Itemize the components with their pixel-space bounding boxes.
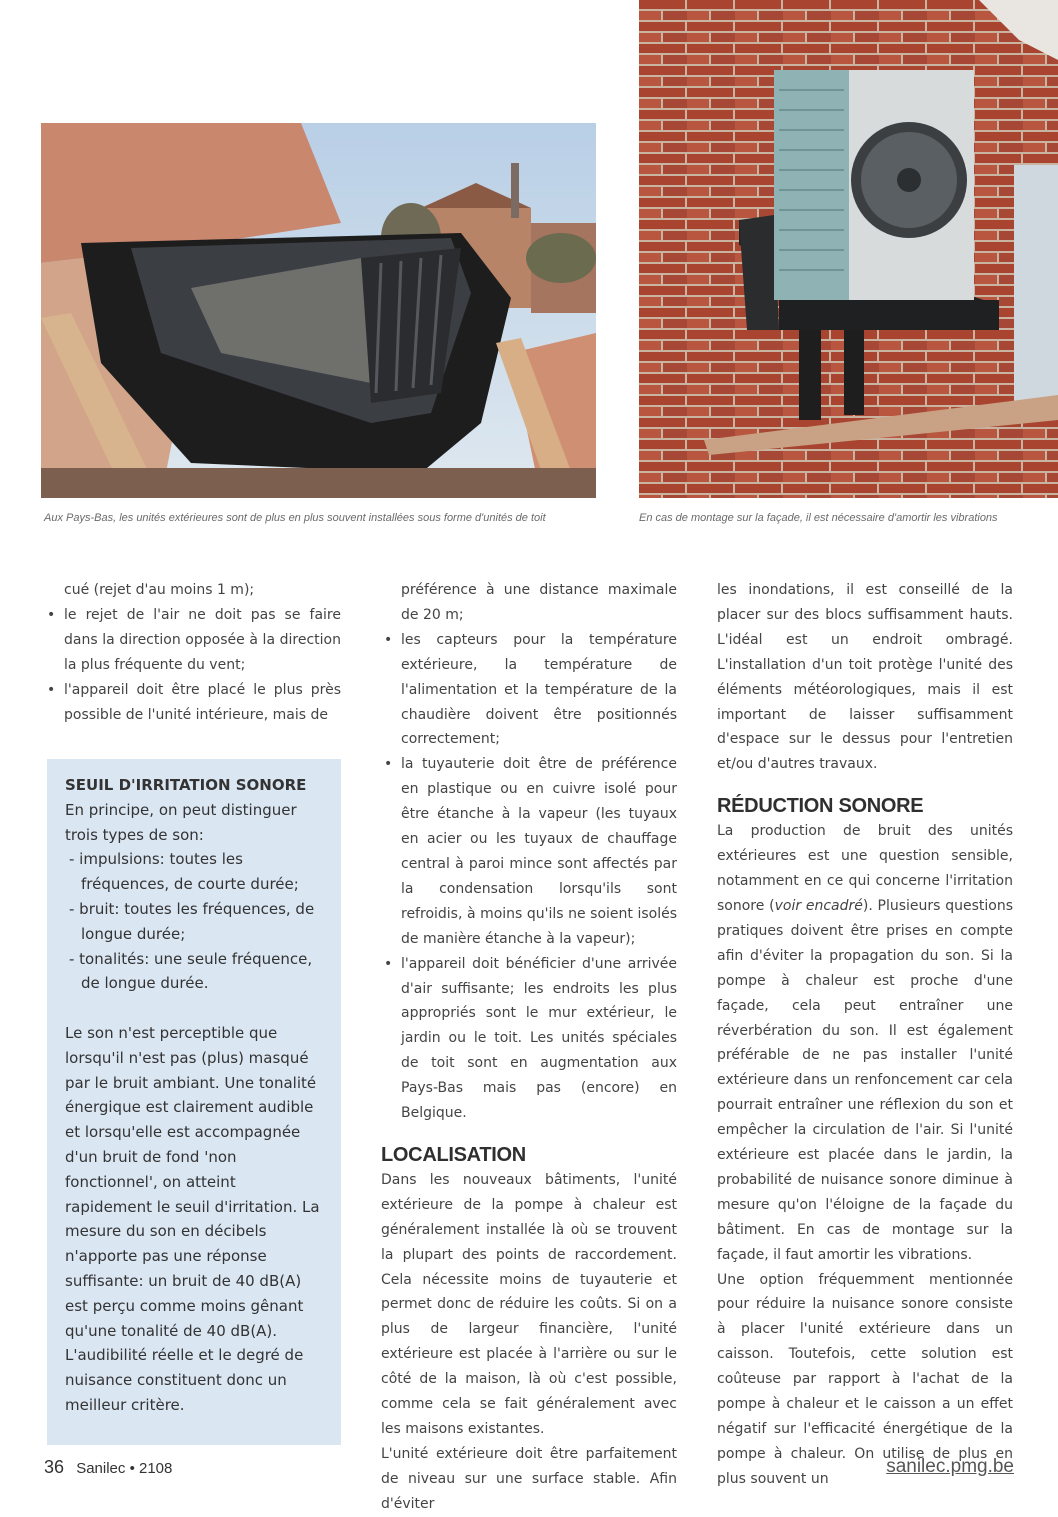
- box-list-item: - tonalités: une seule fréquence, de longue durée.: [69, 949, 313, 993]
- column-3: [717, 578, 1013, 1492]
- column-2: [381, 578, 677, 1517]
- list-item: • l'appareil doit bénéficier d'une arrivée d'air suffisante; les endroits les plus appropriés sont le mur extérieur, le jardin ou le toit. Les unités spéciales de toit sont en augmentation aux Pays-Bas mais pas (encore) en Belgique.: [381, 952, 677, 1126]
- box-intro: En principe, on peut distinguer trois types de son:: [65, 800, 297, 844]
- paragraph: Dans les nouveaux bâtiments, l'unité extérieure de la pompe à chaleur est généralement installée là où se trouvent la plupart des points de raccordement. Cela nécessite moins de tuyauterie et permet donc de réduire les coûts. Si on a plus de largeur financière, l'unité extérieure est placée à l'arrière ou sur le côté de la maison, là où c'est possible, comme cela se fait généralement avec les maisons existantes.: [381, 1171, 677, 1437]
- bullet-list: [381, 628, 677, 1126]
- bullet-list: [44, 603, 341, 728]
- section-heading-localisation: LOCALISATION: [381, 1143, 526, 1166]
- list-item: • les capteurs pour la température extérieure, la température de l'alimentation et la température de la chaudière doivent être positionnés correctement;: [381, 628, 677, 753]
- box-list: [65, 847, 327, 996]
- page-number: 36: [44, 1457, 65, 1477]
- roof-unit-photo: [41, 123, 596, 498]
- list-item: • le rejet de l'air ne doit pas se faire dans la direction opposée à la direction la plus fréquente du vent;: [44, 603, 341, 678]
- page-footer: [44, 1457, 172, 1478]
- website-link[interactable]: sanilec.pmg.be: [886, 1456, 1014, 1477]
- section-heading-reduction: RÉDUCTION SONORE: [717, 795, 924, 818]
- paragraph: Une option fréquemment mentionnée pour réduire la nuisance sonore consiste à placer l'unité extérieure dans un caisson. Toutefois, cette solution est coûteuse par rapport à l'achat de la pompe à chaleur et le caisson a un effet négatif sur l'efficacité énergétique de la pompe à chaleur. On utilise de plus en plus souvent un: [717, 1271, 1013, 1487]
- paragraph: les inondations, il est conseillé de la placer sur des blocs suffisamment hauts. L'idéal est un endroit ombragé. L'installation d'un toit protège l'unité des éléments météorologiques, mais il est important de laisser suffisamment d'espace sur le dessus pour l'entretien et/ou d'autres travaux.: [717, 582, 1013, 773]
- continued-text: préférence à une distance maximale de 20 m;: [401, 582, 677, 623]
- issue-label: Sanilec • 2108: [76, 1460, 173, 1477]
- box-body: Le son n'est perceptible que lorsqu'il n'est pas (plus) masqué par le bruit ambiant. Une tonalité énergique est clairement audible et lorsqu'elle est accompagnée d'un bruit de fond 'non fonctionnel', on atteint rapidement le seuil d'irritation. La mesure du son en décibels n'apporte pas une réponse suffisante: un bruit de 40 dB(A) est perçu comme moins gênant qu'une tonalité de 40 dB(A). L'audibilité réelle et le degré de nuisance constituent donc un meilleur critère.: [65, 1023, 320, 1414]
- photo-caption-right: En cas de montage sur la façade, il est nécessaire d'amortir les vibrations: [639, 512, 998, 524]
- box-title: SEUIL D'IRRITATION SONORE: [65, 776, 307, 794]
- photo-caption-left: Aux Pays-Bas, les unités extérieures sont de plus en plus souvent installées sous forme d'unités de toit: [44, 512, 546, 524]
- list-item: • la tuyauterie doit être de préférence en plastique ou en cuivre isolé pour être étanche à la vapeur (les tuyaux en acier ou les tuyaux de chauffage central à paroi mince sont affectés par la condensation lorsqu'ils sont refroidis, à moins qu'ils ne soient isolés de manière étanche à la vapeur);: [381, 752, 677, 951]
- paragraph: La production de bruit des unités extérieures est une question sensible, notamment en ce qui concerne l'irritation sonore (voir encadré). Plusieurs questions pratiques doivent être prises en compte afin d'éviter la propagation du son. Si la pompe à chaleur est proche d'une façade, cela peut entraîner une réverbération du son. Il est également préférable de ne pas installer l'unité extérieure dans un renfoncement car cela pourrait entraîner une réflexion du son et empêcher la circulation de l'air. Si l'unité extérieure est placée dans le jardin, la probabilité de nuisance sonore diminue à mesure qu'on l'éloigne de la façade du bâtiment. En cas de montage sur la façade, il faut amortir les vibrations.: [717, 823, 1014, 1263]
- list-item: • l'appareil doit être placé le plus près possible de l'unité intérieure, mais de: [44, 678, 341, 728]
- sidebar-box: [47, 759, 341, 1445]
- paragraph: L'unité extérieure doit être parfaitement de niveau sur une surface stable. Afin d'éviter: [381, 1445, 677, 1512]
- box-list-item: - bruit: toutes les fréquences, de longue durée;: [69, 899, 315, 943]
- column-1: [44, 578, 341, 727]
- box-list-item: - impulsions: toutes les fréquences, de courte durée;: [69, 850, 299, 894]
- continued-text: cué (rejet d'au moins 1 m);: [64, 582, 255, 598]
- facade-unit-photo: [639, 0, 1058, 498]
